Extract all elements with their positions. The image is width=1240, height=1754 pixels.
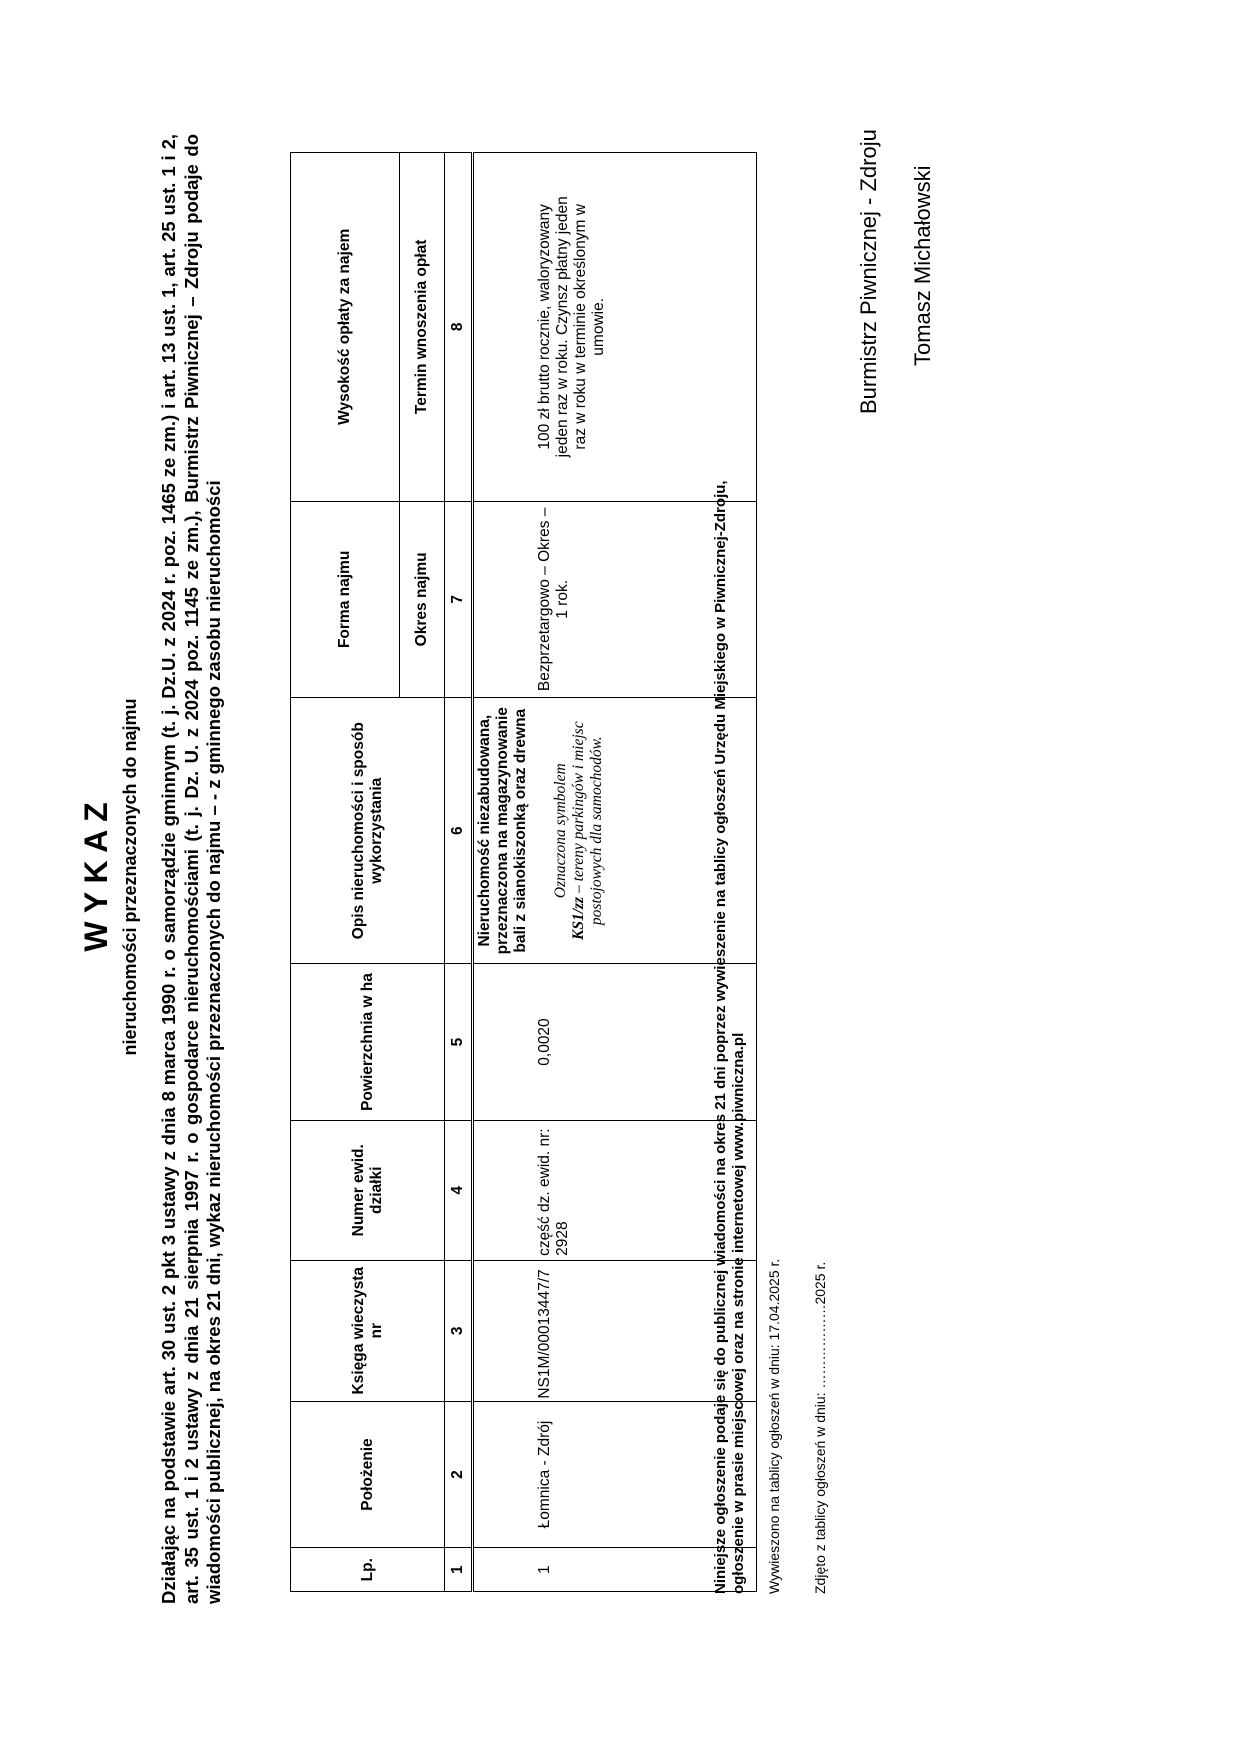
cell-numer: część dz. ewid. nr: 2928 [473, 1120, 757, 1260]
table-header-row [291, 153, 400, 1592]
column-number: 5 [445, 964, 473, 1120]
header-powierzchnia: Powierzchnia w ha [291, 964, 445, 1120]
header-ksiega: Księga wieczysta nr [291, 1260, 445, 1401]
opis-text: Nieruchomość niezabudowana, przeznaczona na magazynowanie bali z sianokiszonką oraz drewna [476, 707, 529, 955]
cell-powierzchnia: 0,0020 [473, 964, 757, 1120]
column-number-row [445, 153, 473, 1592]
posted-date-note: Wywieszono na tablicy ogłoszeń w dniu: 17.04.2025 r. [766, 1258, 782, 1594]
opis-note [552, 702, 606, 959]
opis-note-prefix: Oznaczona symbolem [552, 763, 569, 899]
cell-lp: 1 [473, 1548, 757, 1592]
header-lp: Lp. [291, 1548, 445, 1592]
property-table [290, 152, 757, 1592]
header-opis: Opis nieruchomości i sposób wykorzystania [291, 698, 445, 964]
page-subtitle: nieruchomości przeznaczonych do najmu [120, 698, 140, 1056]
opis-note-suffix: – tereny parkingów i miejsc postojowych dla samochodów. [570, 721, 605, 926]
cell-ksiega: NS1M/00013447/7 [473, 1260, 757, 1401]
header-forma: Forma najmu [291, 501, 400, 697]
legal-basis-paragraph: Działając na podstawie art. 30 ust. 2 pkt 3 ustawy z dnia 8 marca 1990 r. o samorządzie gminnym (t. j. Dz.U. z 2024 r. poz. 1465 ze zm.) i art. 13 ust. 1, art. 25 ust. 1 i 2, art. 35 ust. 1 i 2 ustawy z dnia 21 sierpnia 1997 r. o gospodarce nieruchomościami (t. j. Dz. U. z 2024 poz. 1145 ze zm.), Burmistrz Piwnicznej – Zdroju podaje do wiadomości publicznej, na okres 21 dni, wykaz nieruchomości przeznaczonych do najmu – - z gminnego zasobu nieruchomości [158, 134, 224, 1604]
signature-name: Tomasz Michałowski [910, 165, 935, 366]
column-number: 3 [445, 1260, 473, 1401]
notice-line-2: ogłoszenie w prasie miejscowej oraz na stronie internetowej www.piwniczna.pl [730, 1032, 747, 1594]
removed-date-note: Zdjęto z tablicy ogłoszeń w dniu: ………………2025 r. [812, 1261, 828, 1594]
notice-line-1: Niniejsze ogłoszenie podaje się do publicznej wiadomości na okres 21 dni poprzez wywieszenie na tablicy ogłoszeń Urzędu Miejskiego w Piwnicznej-Zdroju, [712, 480, 729, 1594]
page-title: W Y K A Z [78, 802, 114, 952]
signature-role: Burmistrz Piwnicznej - Zdroju [856, 129, 881, 414]
wysokosc-text: 100 zł brutto rocznie, waloryzowany jeden raz w roku. Czynsz płatny jeden raz w roku w terminie określonym w umowie. [536, 196, 607, 458]
column-number: 4 [445, 1120, 473, 1260]
column-number: 7 [445, 501, 473, 697]
header-okres: Okres najmu [400, 501, 445, 697]
header-numer: Numer ewid. działki [291, 1120, 445, 1260]
cell-polozenie: Łomnica - Zdrój [473, 1401, 757, 1548]
opis-note-symbol: KS1/zz [570, 896, 587, 940]
cell-forma: Bezprzetargowo – Okres – 1 rok. [473, 501, 757, 697]
publication-notice [712, 194, 748, 1594]
header-wysokosc: Wysokość opłaty za najem [291, 153, 400, 502]
header-termin: Termin wnoszenia opłat [400, 153, 445, 502]
header-polozenie: Położenie [291, 1401, 445, 1548]
column-number: 6 [445, 698, 473, 964]
column-number: 2 [445, 1401, 473, 1548]
column-number: 8 [445, 153, 473, 502]
column-number: 1 [445, 1548, 473, 1592]
